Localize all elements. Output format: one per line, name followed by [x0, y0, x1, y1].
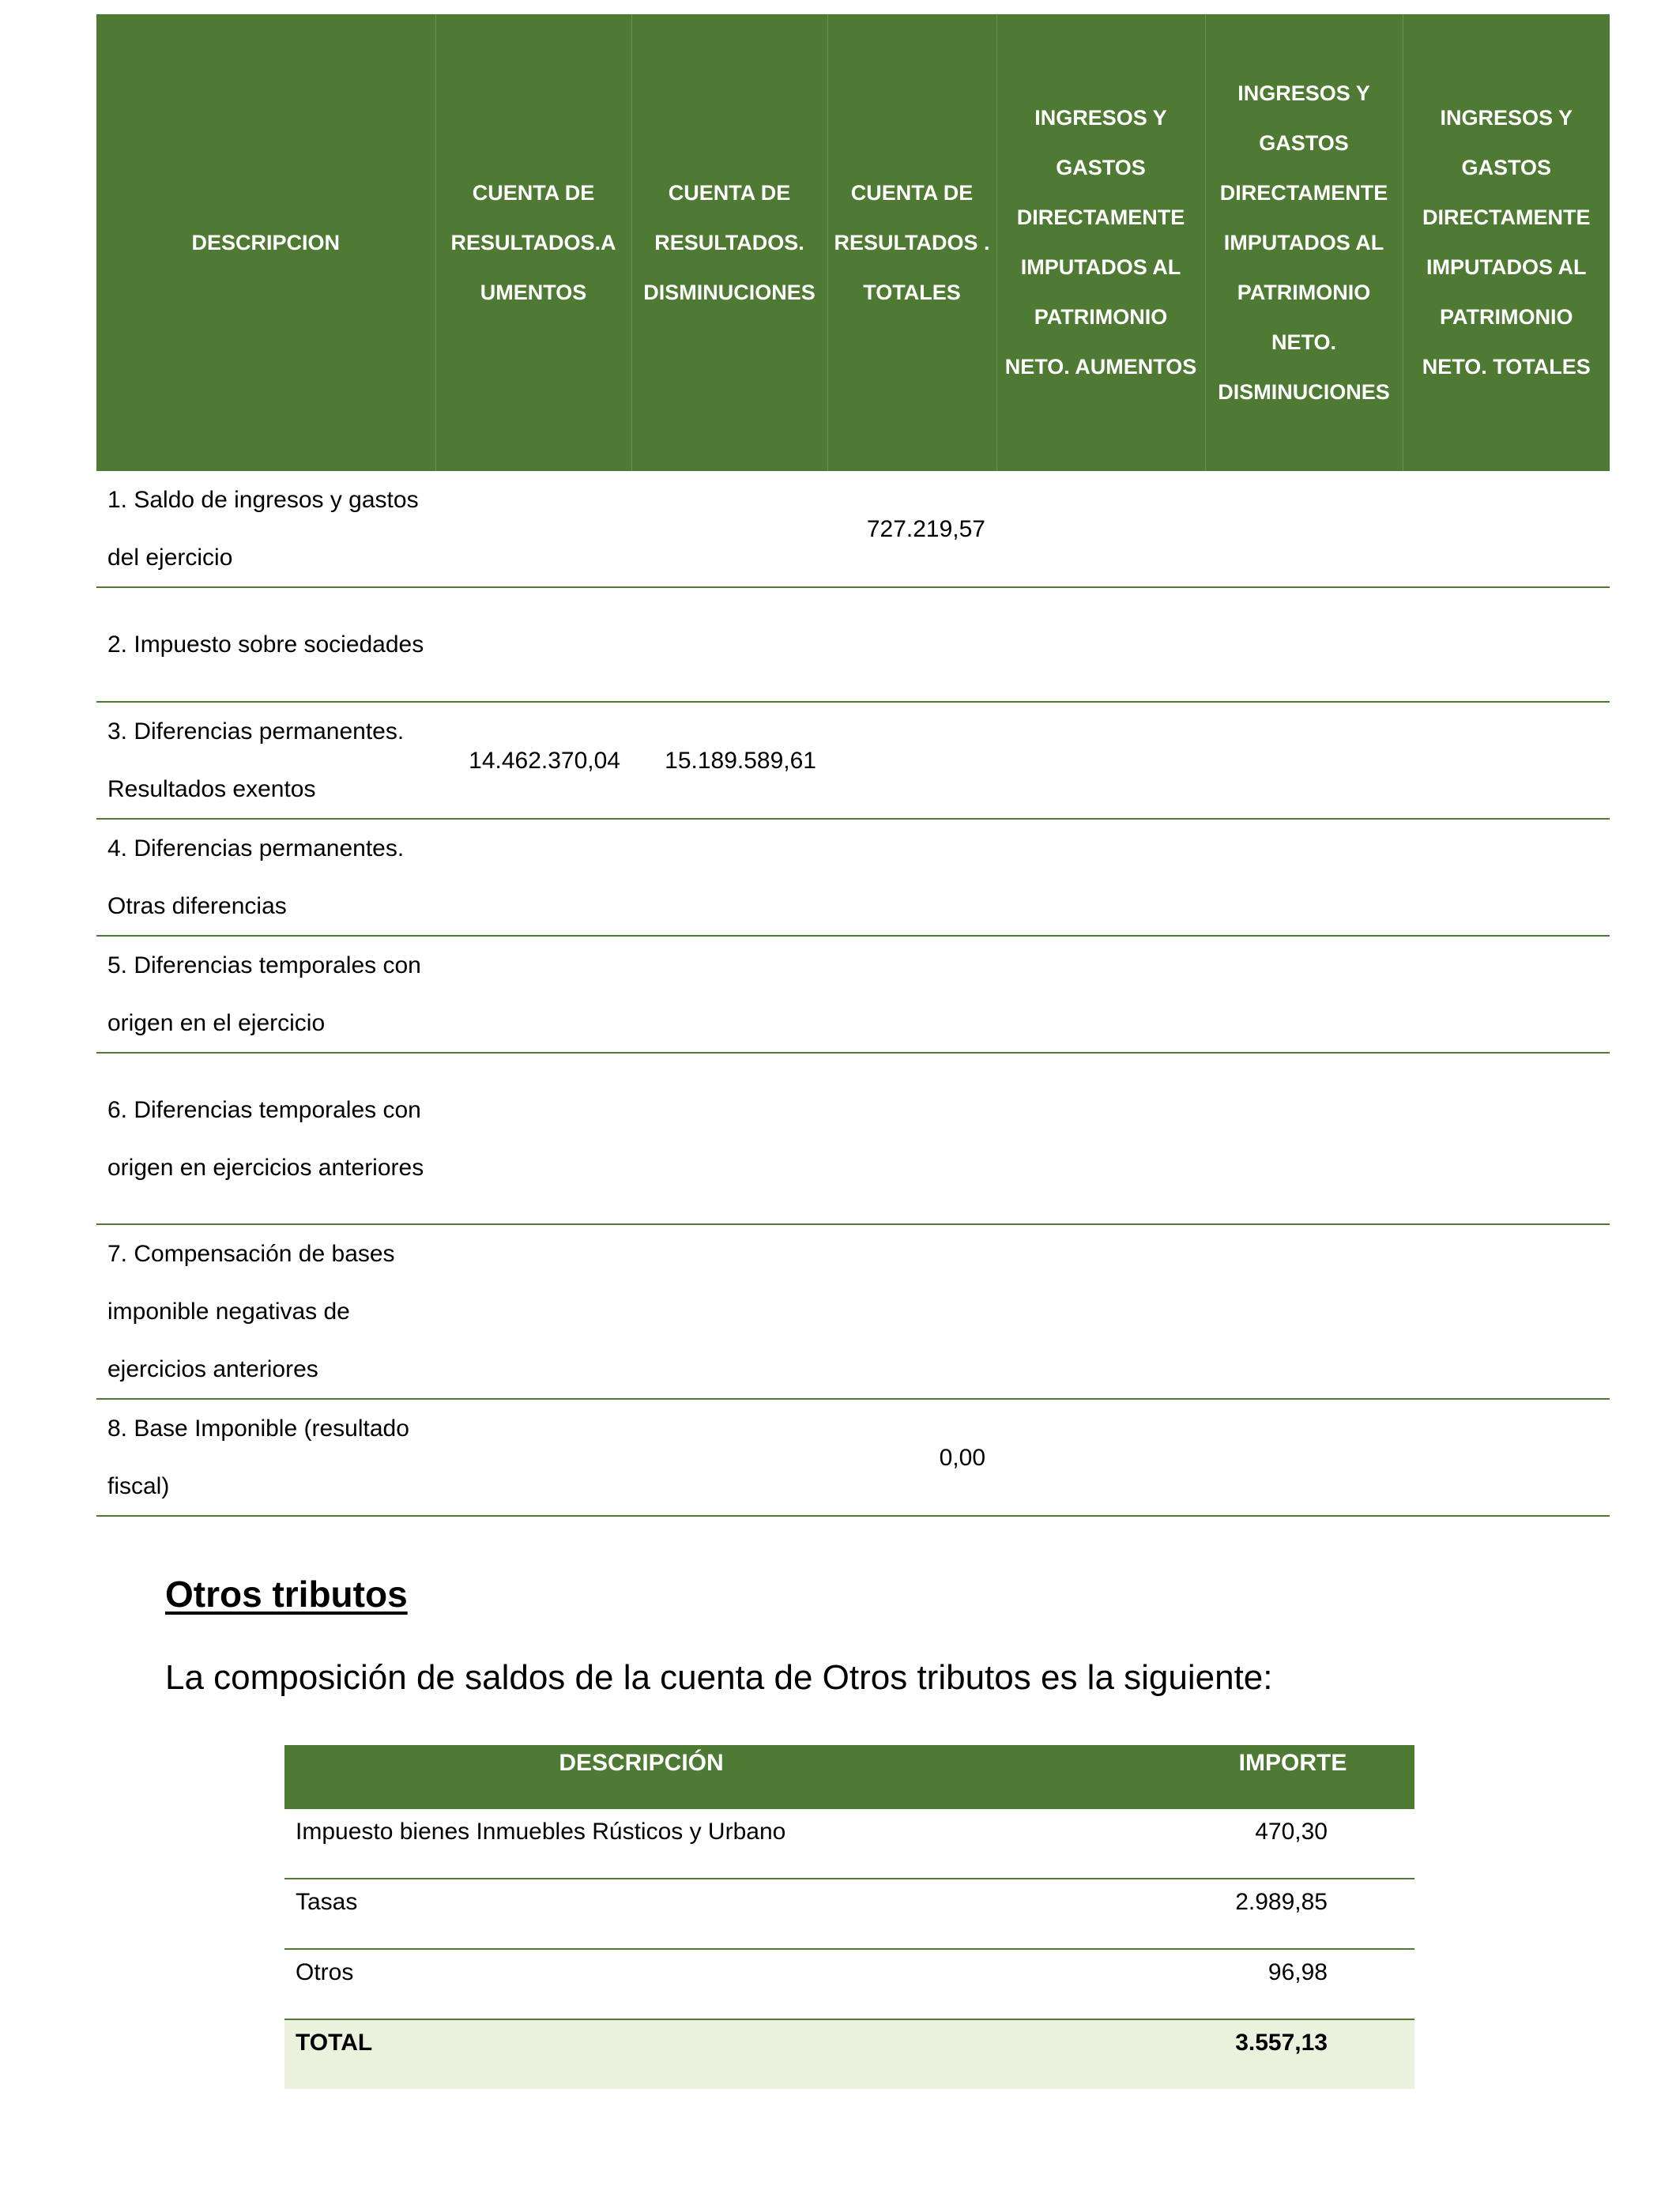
table-row	[96, 819, 1610, 936]
table-row	[96, 1399, 1610, 1516]
cell-pn-disminuciones	[1205, 819, 1403, 936]
row-description: 6. Diferencias temporales con origen en ejercicios anteriores	[96, 1053, 435, 1224]
row-description: 8. Base Imponible (resultado fiscal)	[96, 1399, 435, 1516]
cell-pn-totales	[1403, 471, 1610, 587]
table-row	[284, 1949, 1414, 2019]
cell-pn-aumentos	[996, 936, 1205, 1053]
cell-totales: 0,00	[827, 1399, 996, 1516]
cell-pn-disminuciones	[1205, 587, 1403, 702]
cell-pn-disminuciones	[1205, 1224, 1403, 1399]
cell-pn-totales	[1403, 936, 1610, 1053]
cell-disminuciones	[631, 1399, 827, 1516]
cell-totales: 727.219,57	[827, 471, 996, 587]
cell-pn-disminuciones	[1205, 471, 1403, 587]
row-description: 4. Diferencias permanentes. Otras diferencias	[96, 819, 435, 936]
otros-tributos-table	[284, 1745, 1414, 2089]
cell-disminuciones	[631, 936, 827, 1053]
cell-pn-totales	[1403, 1224, 1610, 1399]
cell-pn-aumentos	[996, 587, 1205, 702]
cell-pn-disminuciones	[1205, 936, 1403, 1053]
cell-pn-totales	[1403, 819, 1610, 936]
cell-pn-totales	[1403, 702, 1610, 819]
cell-totales	[827, 819, 996, 936]
header-patrimonio-disminuciones: INGRESOS Y GASTOS DIRECTAMENTE IMPUTADOS AL PATRIMONIO NETO. DISMINUCIONES	[1205, 14, 1403, 471]
row-description: 1. Saldo de ingresos y gastos del ejercicio	[96, 471, 435, 587]
total-amount: 3.557,13	[1171, 2019, 1414, 2089]
total-row	[284, 2019, 1414, 2089]
cell-aumentos	[435, 819, 631, 936]
cell-disminuciones: 15.189.589,61	[631, 702, 827, 819]
cell-pn-aumentos	[996, 819, 1205, 936]
cell-pn-aumentos	[996, 1224, 1205, 1399]
cell-pn-totales	[1403, 587, 1610, 702]
cell-pn-aumentos	[996, 1399, 1205, 1516]
table-row	[96, 1224, 1610, 1399]
header-patrimonio-aumentos: INGRESOS Y GASTOS DIRECTAMENTE IMPUTADOS AL PATRIMONIO NETO. AUMENTOS	[996, 14, 1205, 471]
cell-aumentos	[435, 1224, 631, 1399]
cell-aumentos	[435, 471, 631, 587]
cell-disminuciones	[631, 1224, 827, 1399]
header-descripcion: DESCRIPCION	[96, 14, 435, 471]
cell-disminuciones	[631, 587, 827, 702]
row-description: 2. Impuesto sobre sociedades	[96, 587, 435, 702]
row-description: Tasas	[284, 1879, 1171, 1949]
otros-tributos-header-row	[284, 1745, 1414, 1809]
row-description: 7. Compensación de bases imponible negativas de ejercicios anteriores	[96, 1224, 435, 1399]
tax-table-header-row	[96, 14, 1610, 471]
header-cuenta-resultados-disminuciones: CUENTA DE RESULTADOS. DISMINUCIONES	[631, 14, 827, 471]
cell-pn-disminuciones	[1205, 1399, 1403, 1516]
row-description: 5. Diferencias temporales con origen en el ejercicio	[96, 936, 435, 1053]
row-description: Impuesto bienes Inmuebles Rústicos y Urbano	[296, 1819, 786, 1845]
header-patrimonio-totales: INGRESOS Y GASTOS DIRECTAMENTE IMPUTADOS AL PATRIMONIO NETO. TOTALES	[1403, 14, 1610, 471]
cell-aumentos	[435, 587, 631, 702]
table-row	[96, 936, 1610, 1053]
table-row	[96, 587, 1610, 702]
cell-pn-aumentos	[996, 702, 1205, 819]
cell-pn-totales	[1403, 1399, 1610, 1516]
header-cuenta-resultados-aumentos: CUENTA DE RESULTADOS.A UMENTOS	[435, 14, 631, 471]
total-label: TOTAL	[284, 2019, 1171, 2089]
section-title: Otros tributos	[165, 1574, 408, 1615]
row-description: 3. Diferencias permanentes. Resultados exentos	[96, 702, 435, 819]
cell-pn-totales	[1403, 1053, 1610, 1224]
row-description: Otros	[284, 1949, 1171, 2019]
row-amount: 470,30	[1255, 1819, 1328, 1845]
header-importe: IMPORTE	[1171, 1745, 1414, 1809]
table-row	[284, 1879, 1414, 1949]
cell-totales	[827, 702, 996, 819]
cell-pn-disminuciones	[1205, 1053, 1403, 1224]
cell-pn-disminuciones	[1205, 702, 1403, 819]
cell-disminuciones	[631, 819, 827, 936]
cell-pn-aumentos	[996, 1053, 1205, 1224]
intro-paragraph: La composición de saldos de la cuenta de Otros tributos es la siguiente:	[165, 1658, 1273, 1697]
table-row	[96, 1053, 1610, 1224]
cell-aumentos	[435, 1053, 631, 1224]
row-amount: 96,98	[1171, 1949, 1414, 2019]
header-cuenta-resultados-totales: CUENTA DE RESULTADOS . TOTALES	[827, 14, 996, 471]
cell-totales	[827, 1053, 996, 1224]
table-row	[96, 471, 1610, 587]
cell-totales	[827, 587, 996, 702]
tax-calculation-table	[96, 14, 1610, 1517]
cell-disminuciones	[631, 471, 827, 587]
cell-totales	[827, 1224, 996, 1399]
cell-aumentos	[435, 1399, 631, 1516]
row-amount: 2.989,85	[1171, 1879, 1414, 1949]
cell-disminuciones	[631, 1053, 827, 1224]
table-row	[284, 1809, 1414, 1879]
table-row	[96, 702, 1610, 819]
cell-pn-aumentos	[996, 471, 1205, 587]
cell-aumentos	[435, 936, 631, 1053]
header-descripcion: DESCRIPCIÓN	[284, 1745, 1171, 1809]
cell-aumentos: 14.462.370,04	[435, 702, 631, 819]
cell-totales	[827, 936, 996, 1053]
